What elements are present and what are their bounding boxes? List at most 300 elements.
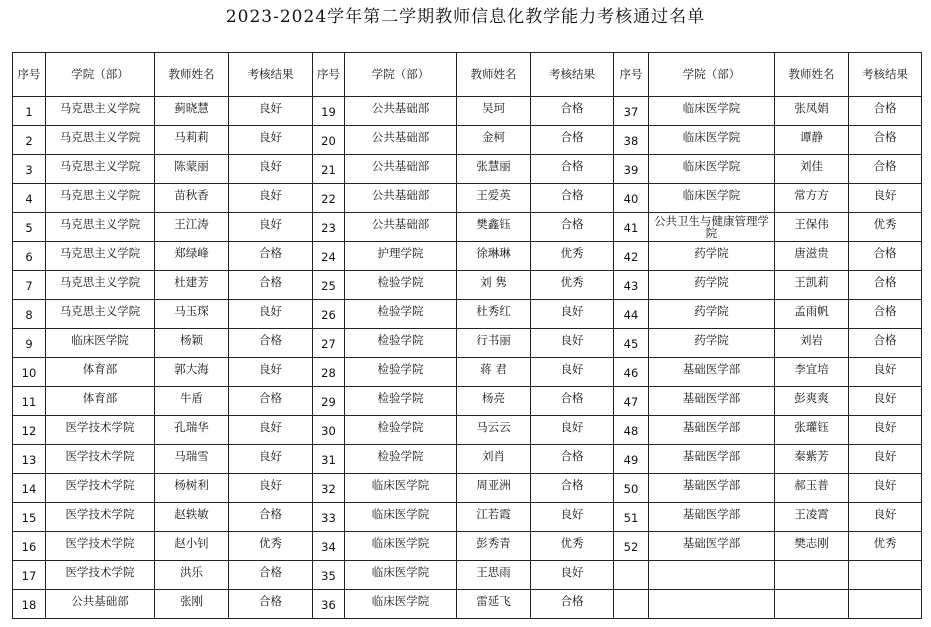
cell-teacher-text: 刘肖 — [482, 449, 505, 463]
cell-index-text: 8 — [25, 308, 33, 322]
cell-result-text: 良好 — [560, 304, 584, 318]
cell-index — [614, 474, 649, 503]
cell-result — [531, 184, 614, 213]
cell-result — [229, 561, 313, 590]
cell-college — [46, 126, 155, 155]
cell-index-text: 35 — [321, 569, 336, 583]
cell-teacher-text: 洪乐 — [180, 565, 203, 579]
cell-college-text: 公共基础部 — [371, 188, 430, 202]
cell-college — [345, 271, 457, 300]
cell-college — [649, 532, 775, 561]
cell-result — [531, 271, 614, 300]
cell-result-text: 良好 — [259, 188, 282, 202]
cell-teacher-text: 唐滋贵 — [794, 246, 829, 260]
cell-teacher-text: 杨树利 — [174, 478, 209, 492]
cell-index-text: 30 — [321, 424, 336, 438]
cell-college-text: 基础医学部 — [682, 449, 741, 463]
document-title: 2023-2024学年第二学期教师信息化教学能力考核通过名单 — [225, 7, 706, 27]
cell-result-text: 良好 — [259, 304, 282, 318]
cell-teacher — [155, 300, 229, 329]
cell-teacher — [155, 271, 229, 300]
cell-teacher-text: 苗秋香 — [174, 188, 209, 202]
cell-index — [614, 387, 649, 416]
cell-result — [849, 561, 922, 590]
header-result: 考核结果 — [229, 53, 313, 97]
cell-teacher — [155, 532, 229, 561]
cell-teacher — [155, 97, 229, 126]
cell-teacher — [457, 503, 531, 532]
cell-teacher — [457, 126, 531, 155]
cell-result-text: 合格 — [259, 333, 282, 347]
cell-college — [345, 387, 457, 416]
cell-index — [313, 242, 345, 271]
header-index: 序号 — [13, 53, 46, 97]
cell-college — [649, 474, 775, 503]
cell-teacher-text: 张刚 — [180, 594, 203, 608]
cell-teacher — [775, 561, 849, 590]
cell-college — [345, 242, 457, 271]
cell-index — [13, 184, 46, 213]
cell-result-text: 良好 — [873, 420, 897, 434]
cell-index — [614, 329, 649, 358]
header-college: 学院（部） — [46, 53, 155, 97]
cell-result — [849, 126, 922, 155]
cell-index — [313, 97, 345, 126]
cell-college — [46, 561, 155, 590]
cell-result-text: 合格 — [560, 130, 584, 144]
cell-college-text: 基础医学部 — [682, 478, 741, 492]
cell-index — [313, 561, 345, 590]
cell-result-text: 优秀 — [560, 246, 584, 260]
table-row — [13, 242, 922, 271]
cell-index-text: 39 — [623, 163, 639, 177]
cell-index — [13, 97, 46, 126]
cell-index — [313, 271, 345, 300]
cell-result — [531, 445, 614, 474]
cell-result — [849, 590, 922, 619]
cell-index-text: 27 — [321, 337, 336, 351]
cell-index — [13, 532, 46, 561]
cell-teacher-text: 杨亮 — [482, 391, 505, 405]
cell-college-text: 临床医学院 — [371, 594, 430, 608]
header-row — [13, 53, 922, 97]
header-teacher: 教师姓名 — [775, 53, 849, 97]
cell-teacher-text: 张慧丽 — [476, 159, 511, 173]
cell-result — [229, 416, 313, 445]
cell-result-text: 合格 — [560, 449, 584, 463]
cell-index — [614, 358, 649, 387]
cell-result — [531, 300, 614, 329]
cell-teacher — [775, 445, 849, 474]
cell-college — [345, 329, 457, 358]
cell-result-text: 良好 — [259, 420, 282, 434]
cell-college-text: 医学技术学院 — [65, 536, 135, 550]
cell-college — [649, 503, 775, 532]
cell-result-text: 良好 — [873, 478, 897, 492]
cell-result-text: 优秀 — [560, 536, 584, 550]
cell-result-text: 合格 — [873, 159, 897, 173]
cell-index-text: 42 — [623, 250, 639, 264]
table-row — [13, 300, 922, 329]
cell-teacher-text: 李宜培 — [794, 362, 829, 376]
cell-index — [614, 561, 649, 590]
cell-index — [313, 532, 345, 561]
cell-college-text: 医学技术学院 — [65, 420, 135, 434]
cell-teacher — [457, 97, 531, 126]
cell-college — [649, 300, 775, 329]
cell-college — [46, 184, 155, 213]
cell-teacher-text: 赵小钊 — [174, 536, 209, 550]
table-row — [13, 126, 922, 155]
cell-college — [46, 387, 155, 416]
cell-college — [46, 590, 155, 619]
cell-index-text: 24 — [321, 250, 336, 264]
cell-index-text: 17 — [21, 569, 37, 583]
cell-result-text: 合格 — [560, 594, 584, 608]
cell-index-text: 2 — [25, 134, 33, 148]
cell-teacher — [775, 590, 849, 619]
cell-college — [345, 358, 457, 387]
table-row — [13, 213, 922, 242]
cell-result-text: 合格 — [560, 159, 584, 173]
cell-index — [313, 155, 345, 184]
cell-index-text: 41 — [623, 221, 639, 235]
cell-teacher-text: 孟雨帆 — [794, 304, 829, 318]
cell-teacher — [457, 184, 531, 213]
cell-college-text: 医学技术学院 — [65, 478, 135, 492]
cell-college-text: 临床医学院 — [682, 188, 741, 202]
cell-result-text: 良好 — [873, 507, 897, 521]
cell-teacher-text: 彭秀青 — [476, 536, 511, 550]
cell-result-text: 合格 — [873, 333, 897, 347]
cell-result — [849, 387, 922, 416]
cell-index — [313, 184, 345, 213]
cell-index-text: 18 — [21, 598, 37, 612]
cell-result-text: 合格 — [560, 188, 584, 202]
table-row — [13, 329, 922, 358]
cell-index — [13, 242, 46, 271]
cell-teacher — [775, 213, 849, 242]
cell-teacher — [155, 561, 229, 590]
cell-college-text: 检验学院 — [377, 391, 424, 405]
cell-college-text: 检验学院 — [377, 362, 424, 376]
cell-teacher-text — [775, 590, 848, 594]
cell-index — [614, 503, 649, 532]
cell-index-text — [614, 590, 648, 598]
cell-college-text: 临床医学院 — [71, 333, 129, 347]
header-result: 考核结果 — [531, 53, 614, 97]
cell-index-text: 1 — [25, 105, 33, 119]
cell-teacher — [775, 271, 849, 300]
header-index: 序号 — [313, 53, 345, 97]
cell-college — [649, 184, 775, 213]
cell-college-text: 公共卫生与健康管理学院 — [654, 214, 769, 240]
cell-result — [229, 300, 313, 329]
cell-college-text: 马克思主义学院 — [59, 101, 141, 115]
cell-result-text: 合格 — [259, 246, 282, 260]
cell-teacher-text: 雷延飞 — [476, 594, 511, 608]
cell-college — [649, 416, 775, 445]
cell-teacher-text: 刘 隽 — [480, 275, 507, 289]
cell-index-text: 37 — [623, 105, 639, 119]
cell-index-text: 6 — [25, 250, 33, 264]
header-college: 学院（部） — [649, 53, 775, 97]
cell-teacher-text: 周亚洲 — [476, 478, 511, 492]
table-row — [13, 416, 922, 445]
cell-teacher — [457, 155, 531, 184]
cell-college — [649, 358, 775, 387]
cell-result — [849, 300, 922, 329]
cell-teacher-text: 杜建芳 — [174, 275, 209, 289]
cell-college — [46, 242, 155, 271]
cell-college-text: 检验学院 — [377, 275, 424, 289]
cell-teacher-text: 刘佳 — [800, 159, 823, 173]
cell-college-text: 马克思主义学院 — [59, 304, 141, 318]
cell-result — [849, 329, 922, 358]
cell-result-text: 良好 — [259, 362, 282, 376]
cell-index — [614, 213, 649, 242]
cell-teacher-text: 郑绿峰 — [174, 246, 209, 260]
cell-result-text: 良好 — [560, 507, 584, 521]
cell-index-text: 43 — [623, 279, 639, 293]
cell-teacher — [775, 184, 849, 213]
cell-teacher — [775, 242, 849, 271]
cell-result — [849, 242, 922, 271]
cell-college-text: 临床医学院 — [682, 130, 741, 144]
cell-index — [13, 416, 46, 445]
cell-college-text: 护理学院 — [377, 246, 424, 260]
cell-college — [345, 590, 457, 619]
cell-college — [46, 358, 155, 387]
cell-result — [229, 590, 313, 619]
cell-college — [345, 213, 457, 242]
cell-teacher-text: 王保伟 — [794, 217, 829, 231]
cell-college — [649, 561, 775, 590]
cell-college-text: 马克思主义学院 — [59, 275, 141, 289]
cell-college-text: 基础医学部 — [682, 362, 741, 376]
cell-result — [229, 155, 313, 184]
cell-teacher — [775, 358, 849, 387]
cell-result — [229, 387, 313, 416]
cell-college-text: 基础医学部 — [682, 420, 741, 434]
cell-index — [614, 416, 649, 445]
cell-teacher — [775, 126, 849, 155]
cell-index-text: 26 — [321, 308, 336, 322]
cell-index — [614, 445, 649, 474]
cell-college-text: 体育部 — [82, 362, 118, 376]
cell-index-text: 38 — [623, 134, 639, 148]
cell-teacher-text: 郭大海 — [174, 362, 209, 376]
cell-college — [649, 155, 775, 184]
cell-index-text: 4 — [25, 192, 33, 206]
cell-index-text: 51 — [623, 511, 639, 525]
cell-result-text: 合格 — [259, 391, 282, 405]
cell-result — [229, 126, 313, 155]
cell-result — [531, 561, 614, 590]
cell-college-text: 药学院 — [694, 304, 729, 318]
cell-index — [313, 590, 345, 619]
cell-index — [313, 445, 345, 474]
cell-index — [614, 300, 649, 329]
cell-result — [531, 97, 614, 126]
cell-college-text — [649, 590, 774, 594]
cell-index — [313, 213, 345, 242]
cell-index-text: 13 — [21, 453, 37, 467]
cell-college — [345, 155, 457, 184]
cell-teacher-text: 赵轶敏 — [174, 507, 209, 521]
cell-result-text: 良好 — [873, 391, 897, 405]
cell-result-text: 合格 — [560, 217, 584, 231]
cell-teacher — [457, 271, 531, 300]
cell-index — [313, 358, 345, 387]
cell-index — [13, 126, 46, 155]
cell-college — [345, 445, 457, 474]
cell-teacher-text: 孔瑞华 — [174, 420, 209, 434]
cell-college-text: 检验学院 — [377, 333, 424, 347]
cell-teacher-text: 马云云 — [476, 420, 511, 434]
cell-index-text: 32 — [321, 482, 336, 496]
cell-index-text: 9 — [25, 337, 33, 351]
cell-index — [614, 155, 649, 184]
cell-college-text: 药学院 — [694, 333, 729, 347]
cell-result — [849, 474, 922, 503]
cell-teacher — [457, 387, 531, 416]
cell-result-text: 合格 — [560, 101, 584, 115]
cell-index-text: 22 — [321, 192, 336, 206]
cell-teacher-text — [775, 561, 848, 565]
cell-index — [13, 561, 46, 590]
cell-college — [649, 213, 775, 242]
cell-index-text: 31 — [321, 453, 336, 467]
cell-result — [531, 329, 614, 358]
cell-index — [614, 184, 649, 213]
cell-result — [229, 242, 313, 271]
cell-teacher — [155, 387, 229, 416]
cell-teacher-text: 马莉莉 — [174, 130, 209, 144]
cell-result — [229, 532, 313, 561]
cell-college — [345, 532, 457, 561]
cell-index-text: 21 — [321, 163, 336, 177]
cell-index-text: 47 — [623, 395, 639, 409]
cell-teacher-text: 江若霞 — [476, 507, 511, 521]
cell-teacher — [155, 445, 229, 474]
cell-index-text: 50 — [623, 482, 639, 496]
cell-result — [229, 503, 313, 532]
cell-teacher — [457, 590, 531, 619]
cell-result — [531, 155, 614, 184]
cell-teacher-text: 徐琳琳 — [476, 246, 511, 260]
cell-teacher — [155, 184, 229, 213]
cell-result-text: 优秀 — [873, 536, 897, 550]
cell-index — [614, 590, 649, 619]
table-row — [13, 97, 922, 126]
cell-result — [849, 503, 922, 532]
cell-teacher-text: 樊鑫钰 — [476, 217, 511, 231]
cell-teacher-text: 陈蒙丽 — [174, 159, 209, 173]
cell-teacher-text: 秦紫芳 — [794, 449, 829, 463]
cell-index-text: 16 — [21, 540, 37, 554]
table-row — [13, 590, 922, 619]
header-teacher: 教师姓名 — [457, 53, 531, 97]
cell-index-text: 5 — [25, 221, 33, 235]
cell-teacher-text: 谭静 — [800, 130, 823, 144]
cell-teacher-text: 金柯 — [482, 130, 505, 144]
cell-result-text: 良好 — [873, 362, 897, 376]
cell-result — [849, 184, 922, 213]
cell-result — [531, 358, 614, 387]
cell-college — [345, 503, 457, 532]
cell-college-text: 检验学院 — [377, 449, 424, 463]
cell-result-text: 良好 — [259, 101, 282, 115]
table-row — [13, 271, 922, 300]
cell-teacher — [155, 416, 229, 445]
cell-college — [345, 416, 457, 445]
cell-result — [849, 155, 922, 184]
cell-result-text: 良好 — [259, 159, 282, 173]
cell-index — [614, 97, 649, 126]
cell-college — [46, 271, 155, 300]
cell-teacher-text: 蒋 君 — [480, 362, 507, 376]
cell-college — [649, 97, 775, 126]
table-row — [13, 561, 922, 590]
cell-index — [313, 329, 345, 358]
cell-index-text: 48 — [623, 424, 639, 438]
cell-index-text: 23 — [321, 221, 336, 235]
table-row — [13, 387, 922, 416]
cell-result-text: 良好 — [560, 333, 584, 347]
cell-result — [229, 213, 313, 242]
table-row — [13, 503, 922, 532]
cell-index — [614, 532, 649, 561]
cell-index — [13, 590, 46, 619]
cell-teacher — [775, 532, 849, 561]
cell-teacher-text: 王凌霄 — [794, 507, 829, 521]
cell-teacher-text: 马瑞雪 — [174, 449, 209, 463]
cell-result — [531, 590, 614, 619]
cell-teacher — [775, 387, 849, 416]
cell-index-text: 7 — [25, 279, 33, 293]
cell-teacher — [155, 213, 229, 242]
cell-result — [229, 445, 313, 474]
cell-college-text: 医学技术学院 — [65, 507, 135, 521]
cell-college-text: 临床医学院 — [371, 536, 430, 550]
cell-college — [345, 97, 457, 126]
cell-result-text: 良好 — [259, 130, 282, 144]
cell-teacher — [155, 329, 229, 358]
cell-teacher — [457, 416, 531, 445]
cell-teacher — [457, 242, 531, 271]
cell-teacher — [457, 532, 531, 561]
cell-index — [13, 329, 46, 358]
cell-result-text: 合格 — [259, 275, 282, 289]
header-result: 考核结果 — [849, 53, 922, 97]
cell-index-text: 40 — [623, 192, 639, 206]
cell-result — [849, 445, 922, 474]
cell-index — [313, 300, 345, 329]
cell-college — [46, 532, 155, 561]
table-row — [13, 358, 922, 387]
cell-index — [13, 387, 46, 416]
cell-college — [46, 300, 155, 329]
cell-college-text: 马克思主义学院 — [59, 217, 141, 231]
cell-result-text: 合格 — [873, 246, 897, 260]
cell-index — [13, 474, 46, 503]
cell-result-text: 良好 — [259, 478, 282, 492]
cell-college — [649, 126, 775, 155]
cell-teacher — [457, 561, 531, 590]
cell-teacher-text: 常方方 — [794, 188, 829, 202]
cell-teacher-text: 刘岩 — [800, 333, 823, 347]
